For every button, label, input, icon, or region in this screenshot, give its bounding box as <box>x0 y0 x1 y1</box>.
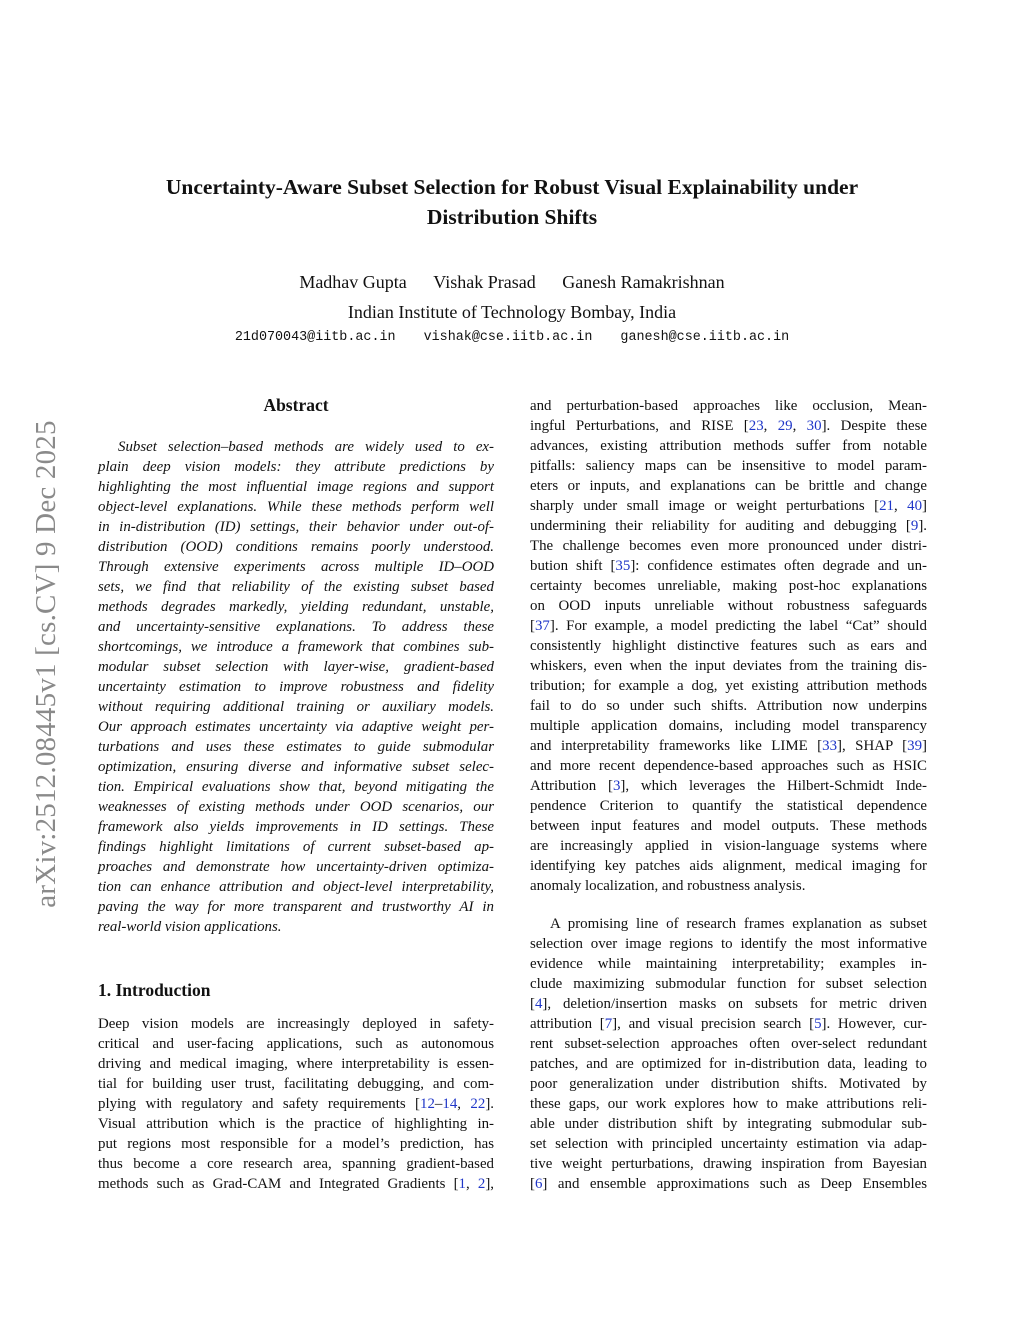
citation-link[interactable]: 40 <box>907 498 923 514</box>
text-line <box>530 456 927 476</box>
text-line <box>530 1094 927 1114</box>
introduction-heading: 1. Introduction <box>98 980 211 1000</box>
text-span: able under distribution shift by integrating submodular sub- <box>530 1116 927 1132</box>
author-email: ganesh@cse.iitb.ac.in <box>620 330 790 345</box>
citation-link[interactable]: 22 <box>470 1096 486 1112</box>
text-span: ]. <box>918 518 927 534</box>
arxiv-stamp <box>30 378 62 950</box>
text-span: ]. Despite these <box>821 418 927 434</box>
citation-link[interactable]: 35 <box>615 558 631 574</box>
text-line <box>530 576 927 596</box>
citation-link[interactable]: 4 <box>534 996 543 1012</box>
text-span: certainty becomes unreliable, making post-hoc explanations <box>530 578 927 594</box>
text-span: critical and user-facing applications, such as autonomous <box>98 1036 494 1052</box>
text-line: object-level explanations. While these methods perform well <box>98 499 494 515</box>
text-span: , <box>457 1096 471 1112</box>
citation-link[interactable]: 39 <box>907 738 923 754</box>
text-span: patches, and are optimized for in-distribution data, leading to <box>530 1056 927 1072</box>
text-line <box>530 636 927 656</box>
text-span: ]. For example, a model predicting the label “Cat” should <box>549 618 927 634</box>
right-column-paragraph-2 <box>530 914 927 1194</box>
arxiv-stamp-text: arXiv:2512.08445v1 [cs.CV] 9 Dec 2025 <box>30 420 62 908</box>
text-line <box>530 416 927 436</box>
text-span: , <box>763 418 778 434</box>
text-line: tion can enhance attribution and object-level interpretability, <box>98 879 494 895</box>
text-span: ], deletion/insertion masks on subsets for metric driven <box>542 996 927 1012</box>
text-line <box>530 876 927 896</box>
author-name: Vishak Prasad <box>433 272 536 292</box>
paper-title-line-2: Distribution Shifts <box>426 205 598 229</box>
text-line <box>98 1114 494 1134</box>
author-name: Ganesh Ramakrishnan <box>562 272 725 292</box>
text-line <box>530 1114 927 1134</box>
text-span: rent subset-selection approaches often over-select redundant <box>530 1036 927 1052</box>
text-span: [ <box>530 1176 535 1192</box>
text-span: clude maximizing submodular function for subset selection <box>530 976 927 992</box>
text-line <box>98 1134 494 1154</box>
text-line: sets, we find that reliability of the existing subset based <box>98 579 494 595</box>
text-line <box>530 1074 927 1094</box>
text-span: thus become a core research area, spanning gradient-based <box>98 1156 494 1172</box>
text-span: ], <box>485 1176 494 1192</box>
text-span: ] <box>922 498 927 514</box>
text-span: , <box>893 498 908 514</box>
citation-link[interactable]: 23 <box>748 418 764 434</box>
text-line <box>530 796 927 816</box>
text-span: ] and ensemble approximations such as Deep Ensembles <box>542 1176 927 1192</box>
author-email: 21d070043@iitb.ac.in <box>234 330 396 345</box>
text-line <box>530 616 927 636</box>
citation-link[interactable]: 21 <box>879 498 894 514</box>
text-line <box>530 656 927 676</box>
text-span: anomaly localization, and robustness analysis. <box>530 878 806 894</box>
text-line: shortcomings, we introduce a framework that combines sub- <box>98 639 494 655</box>
text-span: plying with regulatory and safety requirements [ <box>98 1096 421 1112</box>
text-line: uncertainty estimation to improve robustness and fidelity <box>98 679 494 695</box>
text-span: ]. However, cur- <box>821 1016 927 1032</box>
text-line <box>530 1134 927 1154</box>
text-span: pitfalls: saliency maps can be insensitive to model param- <box>530 458 927 474</box>
text-span: ], SHAP [ <box>837 738 908 754</box>
text-line: proaches and demonstrate how uncertainty-driven optimiza- <box>98 859 494 875</box>
text-line <box>530 856 927 876</box>
text-span: are increasingly applied in vision-language systems where <box>530 838 927 854</box>
text-span: identifying key patches aids alignment, medical imaging for <box>530 858 927 874</box>
text-span: undermining their reliability for auditing and debugging [ <box>530 518 911 534</box>
text-span: [ <box>530 996 535 1012</box>
text-line: Through extensive experiments across multiple ID–OOD <box>98 559 494 575</box>
text-span: put regions most responsible for a model’s prediction, has <box>98 1136 494 1152</box>
text-span: Visual attribution which is the practice of highlighting in- <box>98 1116 494 1132</box>
text-line <box>530 934 927 954</box>
text-span: set selection with principled uncertainty estimation via adap- <box>530 1136 927 1152</box>
citation-link[interactable]: 5 <box>814 1016 822 1032</box>
text-line: and uncertainty-sensitive explanations. To address these <box>98 619 494 635</box>
text-line: highlighting the most influential image regions and support <box>98 479 494 495</box>
text-span: bution shift [ <box>530 558 616 574</box>
author-list <box>0 270 1024 294</box>
text-span: tial for building user trust, facilitating debugging, and com- <box>98 1076 494 1092</box>
text-line: real-world vision applications. <box>98 919 282 935</box>
text-line <box>530 496 927 516</box>
text-line <box>530 1154 927 1174</box>
citation-link[interactable]: 3 <box>612 778 621 794</box>
citation-link[interactable]: 33 <box>822 738 838 754</box>
text-span: attribution [ <box>530 1016 605 1032</box>
text-line <box>530 1174 927 1194</box>
text-line: Subset selection–based methods are widely used to ex- <box>118 439 494 455</box>
paper-title-line-1: Uncertainty-Aware Subset Selection for Robust Visual Explainability under <box>165 175 859 199</box>
text-line <box>530 1034 927 1054</box>
text-line <box>98 1154 494 1174</box>
text-line <box>98 1034 494 1054</box>
text-line: Our approach estimates uncertainty via adaptive weight per- <box>98 719 494 735</box>
text-span: ], which leverages the Hilbert-Schmidt Inde- <box>620 778 927 794</box>
citation-link[interactable]: 29 <box>777 418 793 434</box>
text-line: paving the way for more transparent and trustworthy AI in <box>98 899 494 915</box>
text-line: weaknesses of existing methods under OOD scenarios, our <box>98 799 494 815</box>
text-line <box>98 1014 494 1034</box>
text-line <box>530 954 927 974</box>
citation-link[interactable]: 7 <box>604 1016 613 1032</box>
author-email: vishak@cse.iitb.ac.in <box>423 330 593 345</box>
abstract-body <box>98 437 494 937</box>
text-span: ingful Perturbations, and RISE [ <box>530 418 749 434</box>
text-span: eters or inputs, and explanations can be brittle and change <box>530 478 927 494</box>
text-span: multiple application domains, including model transparency <box>530 718 927 734</box>
text-span: whiskers, even when the input deviates from the training dis- <box>530 658 927 674</box>
text-line <box>98 1174 494 1194</box>
text-span: A promising line of research frames explanation as subset <box>550 916 927 932</box>
text-span: methods such as Grad-CAM and Integrated Gradients [ <box>98 1176 459 1192</box>
paper-title <box>0 172 1024 232</box>
abstract-heading: Abstract <box>263 395 329 415</box>
text-span: driving and medical imaging, where interpretability is essen- <box>98 1056 494 1072</box>
text-span: evidence while maintaining interpretability; examples in- <box>530 956 927 972</box>
text-line <box>530 536 927 556</box>
text-span: – <box>434 1096 443 1112</box>
right-column-paragraph-1 <box>530 396 927 896</box>
text-line: modular subset selection with layer-wise, gradient-based <box>98 659 494 675</box>
text-line: in in-distribution (ID) settings, their behavior under out-of- <box>98 519 494 535</box>
text-line: tion. Empirical evaluations show that, beyond mitigating the <box>98 779 494 795</box>
text-line <box>530 776 927 796</box>
text-span: and interpretability frameworks like LIME [ <box>530 738 823 754</box>
citation-link[interactable]: 2 <box>477 1176 486 1192</box>
text-span: and perturbation-based approaches like occlusion, Mean- <box>530 398 927 414</box>
text-line <box>530 716 927 736</box>
text-line <box>530 676 927 696</box>
text-line: without requiring additional training or auxiliary models. <box>98 699 494 715</box>
text-line <box>530 974 927 994</box>
text-line: distribution (OOD) conditions remains poorly understood. <box>98 539 494 555</box>
text-line <box>530 1054 927 1074</box>
text-line <box>530 1014 927 1034</box>
introduction-body <box>98 1014 494 1194</box>
text-span: sharply under small image or weight perturbations [ <box>530 498 880 514</box>
text-line: turbations and uses these estimates to guide submodular <box>98 739 494 755</box>
text-line: optimization, ensuring diverse and informative subset selec- <box>98 759 494 775</box>
text-span: tive weight perturbations, drawing inspiration from Bayesian <box>530 1156 927 1172</box>
text-span: between input features and model outputs. These methods <box>530 818 927 834</box>
text-span: ]. <box>485 1096 494 1112</box>
text-line: methods degrades markedly, yielding redundant, unstable, <box>98 599 494 615</box>
text-span: fail to do so under such shifts. Attribution now underpins <box>530 698 927 714</box>
text-span: Deep vision models are increasingly deployed in safety- <box>98 1016 494 1032</box>
text-span: consistently highlight distinctive features such as ears and <box>530 638 927 654</box>
email-list <box>0 328 1024 348</box>
text-line <box>530 914 927 934</box>
text-line <box>530 476 927 496</box>
text-line <box>530 516 927 536</box>
text-line: framework also yields improvements in ID settings. These <box>98 819 494 835</box>
text-span: ]: confidence estimates often degrade and un- <box>630 558 927 574</box>
text-line <box>530 596 927 616</box>
text-span: The challenge becomes even more pronounced under distri- <box>530 538 927 554</box>
affiliation: Indian Institute of Technology Bombay, India <box>347 302 677 322</box>
citation-link[interactable]: 37 <box>534 618 550 634</box>
citation-link[interactable]: 9 <box>910 518 919 534</box>
text-line <box>98 1054 494 1074</box>
text-line <box>530 756 927 776</box>
text-span: pendence Criterion to quantify the statistical dependence <box>530 798 927 814</box>
text-span: advances, existing attribution methods suffer from notable <box>530 438 927 454</box>
text-span: and more recent dependence-based approaches such as HSIC <box>530 758 927 774</box>
text-span: ] <box>922 738 927 754</box>
text-line: findings highlight limitations of current subset-based ap- <box>98 839 494 855</box>
text-span: Attribution [ <box>530 778 613 794</box>
text-span: tribution; for example a dog, yet existing attribution methods <box>530 678 927 694</box>
text-line <box>530 396 927 416</box>
citation-link[interactable]: 12 <box>420 1096 435 1112</box>
text-line <box>530 436 927 456</box>
citation-link[interactable]: 1 <box>458 1176 466 1192</box>
text-line <box>530 736 927 756</box>
text-span: ], and visual precision search [ <box>612 1016 815 1032</box>
author-name: Madhav Gupta <box>299 272 407 292</box>
text-span: , <box>792 418 807 434</box>
text-span: poor generalization under distribution shifts. Motivated by <box>530 1076 927 1092</box>
text-span: these gaps, our work explores how to make attributions reli- <box>530 1096 927 1112</box>
text-span: , <box>465 1176 478 1192</box>
citation-link[interactable]: 14 <box>442 1096 458 1112</box>
citation-link[interactable]: 6 <box>534 1176 543 1192</box>
text-line <box>530 696 927 716</box>
text-line <box>530 994 927 1014</box>
citation-link[interactable]: 30 <box>806 418 822 434</box>
text-line <box>530 556 927 576</box>
text-span: [ <box>530 618 535 634</box>
text-span: selection over image regions to identify the most informative <box>530 936 927 952</box>
text-line <box>98 1074 494 1094</box>
text-line <box>98 1094 494 1114</box>
text-line <box>530 836 927 856</box>
text-line: plain deep vision models: they attribute predictions by <box>98 459 494 475</box>
text-span: on OOD inputs unreliable without robustness safeguards <box>530 598 927 614</box>
text-line <box>530 816 927 836</box>
